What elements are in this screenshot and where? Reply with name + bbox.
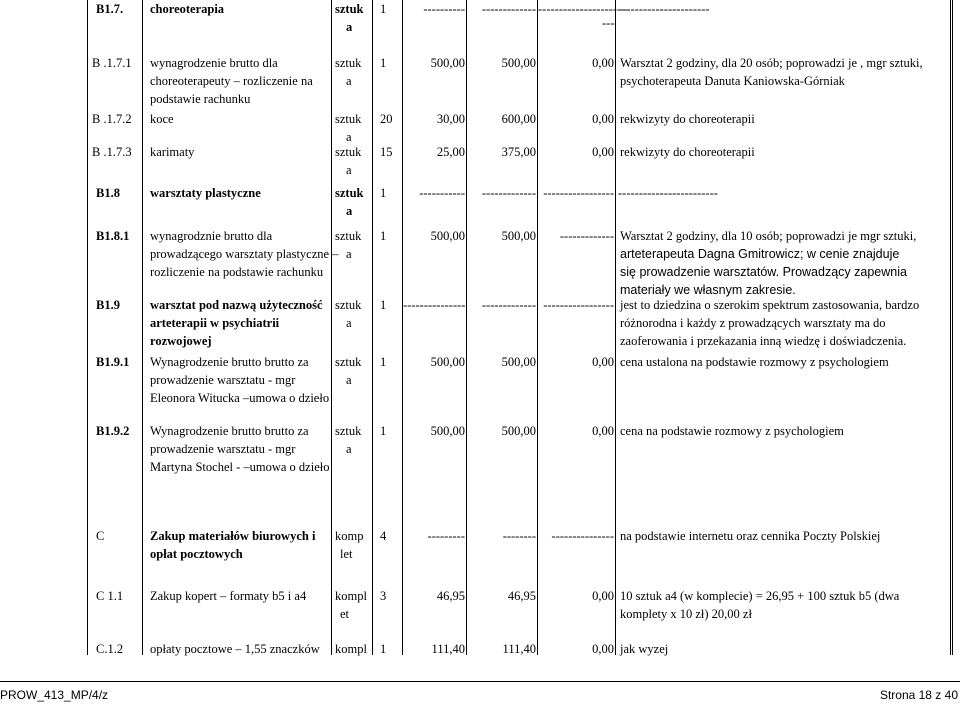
row-name: wynagrodznie brutto dla xyxy=(150,229,273,243)
row-qty: 1 xyxy=(380,186,387,200)
row-code: B .1.7.3 xyxy=(92,145,132,159)
row-name: choreoterapia xyxy=(150,2,225,16)
row-name: wynagrodzenie brutto dla xyxy=(150,56,278,70)
row-unit: sztuk xyxy=(335,424,362,438)
row-unit: sztuk xyxy=(335,229,362,243)
row-code: C 1.1 xyxy=(96,589,124,603)
row-name: koce xyxy=(150,112,174,126)
column-rule xyxy=(142,0,143,655)
row-qty: 4 xyxy=(380,529,387,543)
row-code: B1.9 xyxy=(96,298,120,312)
row-qty: 1 xyxy=(380,355,387,369)
footer-divider xyxy=(0,681,960,682)
row-unit: kompl xyxy=(335,589,367,603)
row-price: 111,40 xyxy=(431,642,465,656)
row-name: opłat pocztowych xyxy=(150,547,243,561)
row-unit: a xyxy=(346,74,352,88)
row-contribution: 0,00 xyxy=(592,589,614,603)
row-name: prowadzącego warsztaty plastyczne – xyxy=(150,247,339,261)
row-unit: let xyxy=(340,547,353,561)
row-description: ------------------------ xyxy=(618,186,718,200)
row-name: rozwojowej xyxy=(150,334,212,348)
row-unit: a xyxy=(346,373,352,387)
row-total: 111,40 xyxy=(502,642,536,656)
row-total: 500,00 xyxy=(501,355,536,369)
row-total: 375,00 xyxy=(501,145,536,159)
row-total: 500,00 xyxy=(501,229,536,243)
row-unit: sztuk xyxy=(335,56,362,70)
column-rule xyxy=(87,0,88,655)
row-code: B1.8.1 xyxy=(96,229,130,243)
row-qty: 15 xyxy=(380,145,393,159)
row-total: ------------- xyxy=(481,298,536,312)
row-description: Warsztat 2 godziny, dla 10 osób; poprowadzi je mgr sztuki, xyxy=(620,229,917,243)
row-total: 500,00 xyxy=(501,56,536,70)
row-description: rekwizyty do choreoterapii xyxy=(620,145,755,159)
row-unit: a xyxy=(346,20,353,34)
row-contribution: 0,00 xyxy=(592,112,614,126)
row-contribution: 0,00 xyxy=(592,424,614,438)
row-price: 500,00 xyxy=(430,355,465,369)
row-name: warsztat pod nazwą użyteczność xyxy=(150,298,323,312)
row-name: choreoterapeuty – rozliczenie na xyxy=(150,74,313,88)
footer-document-id: PROW_413_MP/4/z xyxy=(0,688,109,702)
row-total: 600,00 xyxy=(501,112,536,126)
row-description: jest to dziedzina o szerokim spektrum zastosowania, bardzo xyxy=(620,298,920,312)
row-price: 25,00 xyxy=(436,145,465,159)
row-description: na podstawie internetu oraz cennika Poczty Polskiej xyxy=(620,529,881,543)
row-description: różnorodna i każdy z prowadzących warsztaty ma do xyxy=(620,316,886,330)
row-name: Eleonora Witucka –umowa o dzieło xyxy=(150,391,330,405)
row-description: Warsztat 2 godziny, dla 20 osób; poprowadzi je , mgr sztuki, xyxy=(620,56,923,70)
row-code: B1.7. xyxy=(96,2,124,16)
row-unit: et xyxy=(340,607,350,621)
row-total: -------- xyxy=(502,529,536,543)
row-description: arteterapeuta Dagna Gmitrowicz; w cenie znajduje xyxy=(620,247,900,261)
row-name: arteterapii w psychiatrii xyxy=(150,316,280,330)
row-unit: sztuk xyxy=(335,186,364,200)
row-description: jak wyzej xyxy=(620,642,669,656)
row-total: 46,95 xyxy=(507,589,536,603)
row-total: 500,00 xyxy=(501,424,536,438)
column-rule xyxy=(372,0,373,655)
row-description: się prowadzenie warsztatów. Prowadzący zapewnia xyxy=(620,265,907,279)
column-rule xyxy=(615,0,616,655)
row-price: --------------- xyxy=(403,298,466,312)
column-rule xyxy=(950,0,953,655)
row-name: Zakup kopert – formaty b5 i a4 xyxy=(150,589,307,603)
row-unit: a xyxy=(346,204,353,218)
row-name: Wynagrodzenie brutto brutto za xyxy=(150,355,309,369)
row-qty: 3 xyxy=(380,589,387,603)
row-qty: 1 xyxy=(380,229,387,243)
row-price: 500,00 xyxy=(430,56,465,70)
row-contribution: 0,00 xyxy=(592,355,614,369)
column-rule xyxy=(331,0,332,655)
row-contribution: --------------- xyxy=(551,529,614,543)
row-name: Wynagrodzenie brutto brutto za xyxy=(150,424,309,438)
row-unit: a xyxy=(346,442,352,456)
row-name: prowadzenie warsztatu - mgr xyxy=(150,442,296,456)
row-unit: a xyxy=(346,163,352,177)
row-price: 500,00 xyxy=(430,229,465,243)
footer-page-number: Strona 18 z 40 xyxy=(879,688,958,702)
row-name: opłaty pocztowe – 1,55 znaczków xyxy=(150,642,320,656)
row-code: C xyxy=(96,529,105,543)
row-qty: 1 xyxy=(380,2,387,16)
row-name: Zakup materiałów biurowych i xyxy=(150,529,316,543)
row-description: cena ustalona na podstawie rozmowy z psychologiem xyxy=(620,355,889,369)
row-name: podstawie rachunku xyxy=(150,92,251,106)
row-qty: 1 xyxy=(380,56,387,70)
row-qty: 1 xyxy=(380,298,387,312)
row-name: Martyna Stochel - –umowa o dzieło xyxy=(150,460,330,474)
row-description: rekwizyty do choreoterapii xyxy=(620,112,755,126)
row-total: ------------- xyxy=(481,2,536,16)
row-price: 46,95 xyxy=(436,589,465,603)
row-price: ---------- xyxy=(423,2,465,16)
row-code: B1.8 xyxy=(96,186,120,200)
row-name: warsztaty plastyczne xyxy=(150,186,261,200)
column-rule xyxy=(402,0,403,655)
row-contribution: 0,00 xyxy=(592,56,614,70)
row-description: cena na podstawie rozmowy z psychologiem xyxy=(620,424,844,438)
row-description: materiały we własnym zakresie. xyxy=(620,283,796,297)
row-price: --------- xyxy=(427,529,465,543)
row-total: ------------- xyxy=(481,186,536,200)
row-code: B1.9.1 xyxy=(96,355,130,369)
row-unit: sztuk xyxy=(335,298,362,312)
row-qty: 1 xyxy=(380,642,387,656)
row-price: 500,00 xyxy=(430,424,465,438)
row-contribution: ------------- xyxy=(559,229,614,243)
row-description: 10 sztuk a4 (w komplecie) = 26,95 + 100 sztuk b5 (dwa xyxy=(620,589,900,603)
row-name: prowadzenie warsztatu - mgr xyxy=(150,373,296,387)
column-rule xyxy=(466,0,467,655)
row-unit: sztuk xyxy=(335,2,364,16)
row-unit: a xyxy=(346,130,352,144)
row-contribution: ----------------- xyxy=(543,186,614,200)
row-code: B .1.7.2 xyxy=(92,112,132,126)
row-unit: sztuk xyxy=(335,112,362,126)
row-price: ----------- xyxy=(419,186,465,200)
row-unit: sztuk xyxy=(335,355,362,369)
row-contribution: 0,00 xyxy=(592,642,614,656)
row-unit: a xyxy=(346,316,352,330)
row-description: psychoterapeuta Danuta Kaniowska-Górniak xyxy=(620,74,845,88)
row-description: ---------------------- xyxy=(618,2,710,16)
row-unit: komp xyxy=(335,529,364,543)
row-name: rozliczenie na podstawie rachunku xyxy=(150,265,324,279)
row-price: 30,00 xyxy=(436,112,465,126)
row-unit: a xyxy=(346,247,352,261)
row-code: C.1.2 xyxy=(96,642,124,656)
row-contribution: ---------------------- xyxy=(538,2,630,16)
row-unit: sztuk xyxy=(335,145,362,159)
row-description: komplety x 10 zł) 20,00 zł xyxy=(620,607,752,621)
row-code: B1.9.2 xyxy=(96,424,130,438)
row-description: zaoferowania i przekazania inną wiedzę i doświadczenia. xyxy=(620,334,907,348)
row-description: --- xyxy=(602,16,615,30)
row-code: B .1.7.1 xyxy=(92,56,132,70)
row-qty: 20 xyxy=(380,112,393,126)
row-contribution: ----------------- xyxy=(543,298,614,312)
column-rule xyxy=(537,0,538,655)
row-name: karimaty xyxy=(150,145,195,159)
row-qty: 1 xyxy=(380,424,387,438)
row-unit: kompl xyxy=(335,642,367,656)
row-contribution: 0,00 xyxy=(592,145,614,159)
